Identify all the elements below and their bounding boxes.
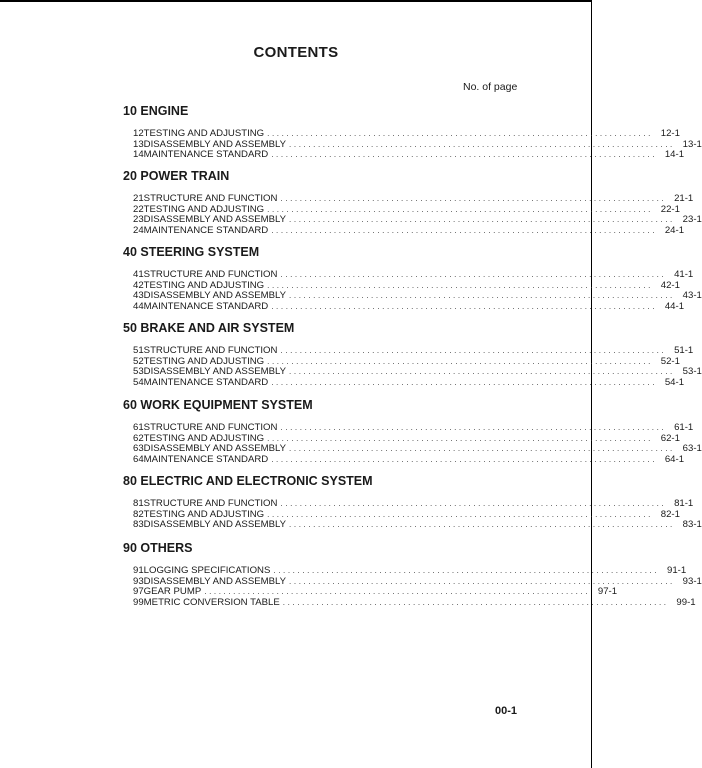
section-heading: 80 ELECTRIC AND ELECTRONIC SYSTEM — [123, 474, 373, 488]
entry-number: 23 — [133, 214, 144, 226]
entry-page-number: 91-1 — [666, 565, 687, 576]
toc-entry — [123, 301, 685, 313]
entry-title: GEAR PUMP — [143, 586, 202, 598]
dot-leader: ................................................................................ — [271, 226, 658, 236]
dot-leader: ................................................................................ — [267, 509, 653, 519]
entry-page-number: 64-1 — [664, 454, 685, 466]
toc-section — [123, 398, 702, 466]
dot-leader: ................................................................................ — [280, 194, 667, 203]
dot-leader: ................................................................................ — [289, 215, 675, 225]
entry-number: 22 — [133, 203, 144, 215]
entry-number: 43 — [133, 290, 144, 302]
dot-leader: ................................................................................ — [271, 455, 658, 465]
page-column-header: No. of page — [463, 81, 518, 93]
dot-leader: ................................................................................ — [280, 346, 667, 355]
entry-page-number: 61-1 — [674, 422, 694, 433]
toc-entry — [123, 225, 685, 237]
toc-entry — [123, 519, 702, 531]
entry-page-number: 24-1 — [664, 225, 685, 237]
section-heading: 60 WORK EQUIPMENT SYSTEM — [123, 398, 313, 412]
entry-page-number: 63-1 — [682, 443, 702, 455]
entry-number: 99 — [133, 597, 144, 609]
entry-title: MAINTENANCE STANDARD — [143, 377, 269, 389]
dot-leader: ................................................................................ — [289, 576, 675, 586]
entry-page-number: 97-1 — [597, 586, 618, 598]
toc-entry — [123, 454, 685, 466]
entry-number: 91 — [133, 565, 144, 576]
entry-page-number: 21-1 — [674, 193, 694, 204]
entry-page-number: 62-1 — [660, 432, 680, 444]
entry-page-number: 12-1 — [660, 128, 680, 139]
toc-section — [123, 104, 702, 161]
entry-title: MAINTENANCE STANDARD — [143, 454, 269, 466]
entry-number: 54 — [133, 377, 144, 389]
section-heading: 20 POWER TRAIN — [123, 169, 230, 183]
toc-entry — [123, 597, 696, 609]
dot-leader: ................................................................................ — [289, 291, 675, 301]
entry-page-number: 23-1 — [682, 214, 702, 226]
dot-leader: ................................................................................ — [204, 587, 591, 597]
toc-section — [123, 245, 702, 313]
entry-page-number: 83-1 — [682, 519, 702, 531]
entry-title: LOGGING SPECIFICATIONS — [143, 565, 271, 576]
entry-page-number: 54-1 — [664, 377, 685, 389]
dot-leader: ................................................................................ — [271, 150, 658, 160]
dot-leader: ................................................................................ — [273, 566, 660, 575]
entry-title: DISASSEMBLY AND ASSEMBLY — [143, 290, 287, 302]
dot-leader: ................................................................................ — [280, 423, 667, 432]
toc-entry — [123, 377, 685, 389]
entry-number: 14 — [133, 149, 144, 161]
entry-title: TESTING AND ADJUSTING — [143, 432, 265, 444]
entry-title: TESTING AND ADJUSTING — [143, 508, 265, 520]
page-number: 00-1 — [495, 705, 518, 717]
entry-number: 12 — [133, 128, 144, 139]
toc-section — [123, 474, 702, 531]
entry-title: MAINTENANCE STANDARD — [143, 225, 269, 237]
entry-page-number: 82-1 — [660, 508, 680, 520]
entry-page-number: 42-1 — [660, 279, 680, 291]
entry-title: METRIC CONVERSION TABLE — [143, 597, 280, 609]
dot-leader: ................................................................................ — [282, 598, 669, 608]
toc-entry — [123, 149, 685, 161]
entry-title: STRUCTURE AND FUNCTION — [143, 345, 278, 356]
entry-title: DISASSEMBLY AND ASSEMBLY — [143, 443, 287, 455]
entry-title: STRUCTURE AND FUNCTION — [143, 193, 278, 204]
entry-page-number: 13-1 — [682, 138, 702, 150]
entry-number: 61 — [133, 422, 144, 433]
entry-number: 51 — [133, 345, 144, 356]
entry-page-number: 81-1 — [674, 498, 694, 509]
entry-number: 93 — [133, 575, 144, 587]
entry-title: MAINTENANCE STANDARD — [143, 301, 269, 313]
entry-title: DISASSEMBLY AND ASSEMBLY — [143, 519, 287, 531]
entry-title: STRUCTURE AND FUNCTION — [143, 269, 278, 280]
entry-page-number: 43-1 — [682, 290, 702, 302]
section-heading: 90 OTHERS — [123, 541, 193, 555]
dot-leader: ................................................................................ — [289, 367, 675, 377]
section-heading: 40 STEERING SYSTEM — [123, 245, 260, 259]
dot-leader: ................................................................................ — [267, 280, 653, 290]
entry-title: DISASSEMBLY AND ASSEMBLY — [143, 366, 287, 378]
entry-title: TESTING AND ADJUSTING — [143, 203, 265, 215]
section-heading: 50 BRAKE AND AIR SYSTEM — [123, 321, 295, 335]
dot-leader: ................................................................................ — [271, 378, 658, 388]
entry-number: 42 — [133, 279, 144, 291]
entry-page-number: 99-1 — [676, 597, 696, 609]
top-border-rule — [0, 0, 592, 2]
entry-page-number: 51-1 — [674, 345, 694, 356]
entry-number: 53 — [133, 366, 144, 378]
entry-number: 63 — [133, 443, 144, 455]
entry-title: STRUCTURE AND FUNCTION — [143, 498, 278, 509]
dot-leader: ................................................................................ — [289, 139, 675, 149]
entry-number: 24 — [133, 225, 144, 237]
entry-title: TESTING AND ADJUSTING — [143, 355, 265, 367]
entry-page-number: 22-1 — [660, 203, 680, 215]
entry-page-number: 14-1 — [664, 149, 685, 161]
dot-leader: ................................................................................ — [267, 204, 653, 214]
dot-leader: ................................................................................ — [271, 302, 658, 312]
entry-title: STRUCTURE AND FUNCTION — [143, 422, 278, 433]
entry-page-number: 41-1 — [674, 269, 694, 280]
dot-leader: ................................................................................ — [280, 270, 667, 279]
dot-leader: ................................................................................ — [267, 129, 653, 138]
section-heading: 10 ENGINE — [123, 104, 189, 118]
toc-section — [123, 169, 702, 237]
dot-leader: ................................................................................ — [289, 520, 675, 530]
entry-number: 21 — [133, 193, 144, 204]
entry-number: 13 — [133, 138, 144, 150]
entry-number: 41 — [133, 269, 144, 280]
entry-title: DISASSEMBLY AND ASSEMBLY — [143, 138, 287, 150]
toc-section — [123, 321, 702, 389]
entry-number: 52 — [133, 355, 144, 367]
entry-number: 64 — [133, 454, 144, 466]
dot-leader: ................................................................................ — [289, 444, 675, 454]
entry-title: DISASSEMBLY AND ASSEMBLY — [143, 214, 287, 226]
entry-number: 81 — [133, 498, 144, 509]
dot-leader: ................................................................................ — [280, 499, 667, 508]
entry-title: TESTING AND ADJUSTING — [143, 128, 265, 139]
entry-number: 83 — [133, 519, 144, 531]
entry-number: 44 — [133, 301, 144, 313]
entry-title: DISASSEMBLY AND ASSEMBLY — [143, 575, 287, 587]
entry-page-number: 53-1 — [682, 366, 702, 378]
entry-page-number: 52-1 — [660, 355, 680, 367]
page-title: CONTENTS — [253, 44, 339, 61]
entry-number: 62 — [133, 432, 144, 444]
toc-section — [123, 541, 702, 609]
entry-page-number: 93-1 — [682, 575, 702, 587]
dot-leader: ................................................................................ — [267, 433, 653, 443]
entry-number: 82 — [133, 508, 144, 520]
entry-title: TESTING AND ADJUSTING — [143, 279, 265, 291]
entry-page-number: 44-1 — [664, 301, 685, 313]
entry-title: MAINTENANCE STANDARD — [143, 149, 269, 161]
entry-number: 97 — [133, 586, 144, 598]
dot-leader: ................................................................................ — [267, 356, 653, 366]
